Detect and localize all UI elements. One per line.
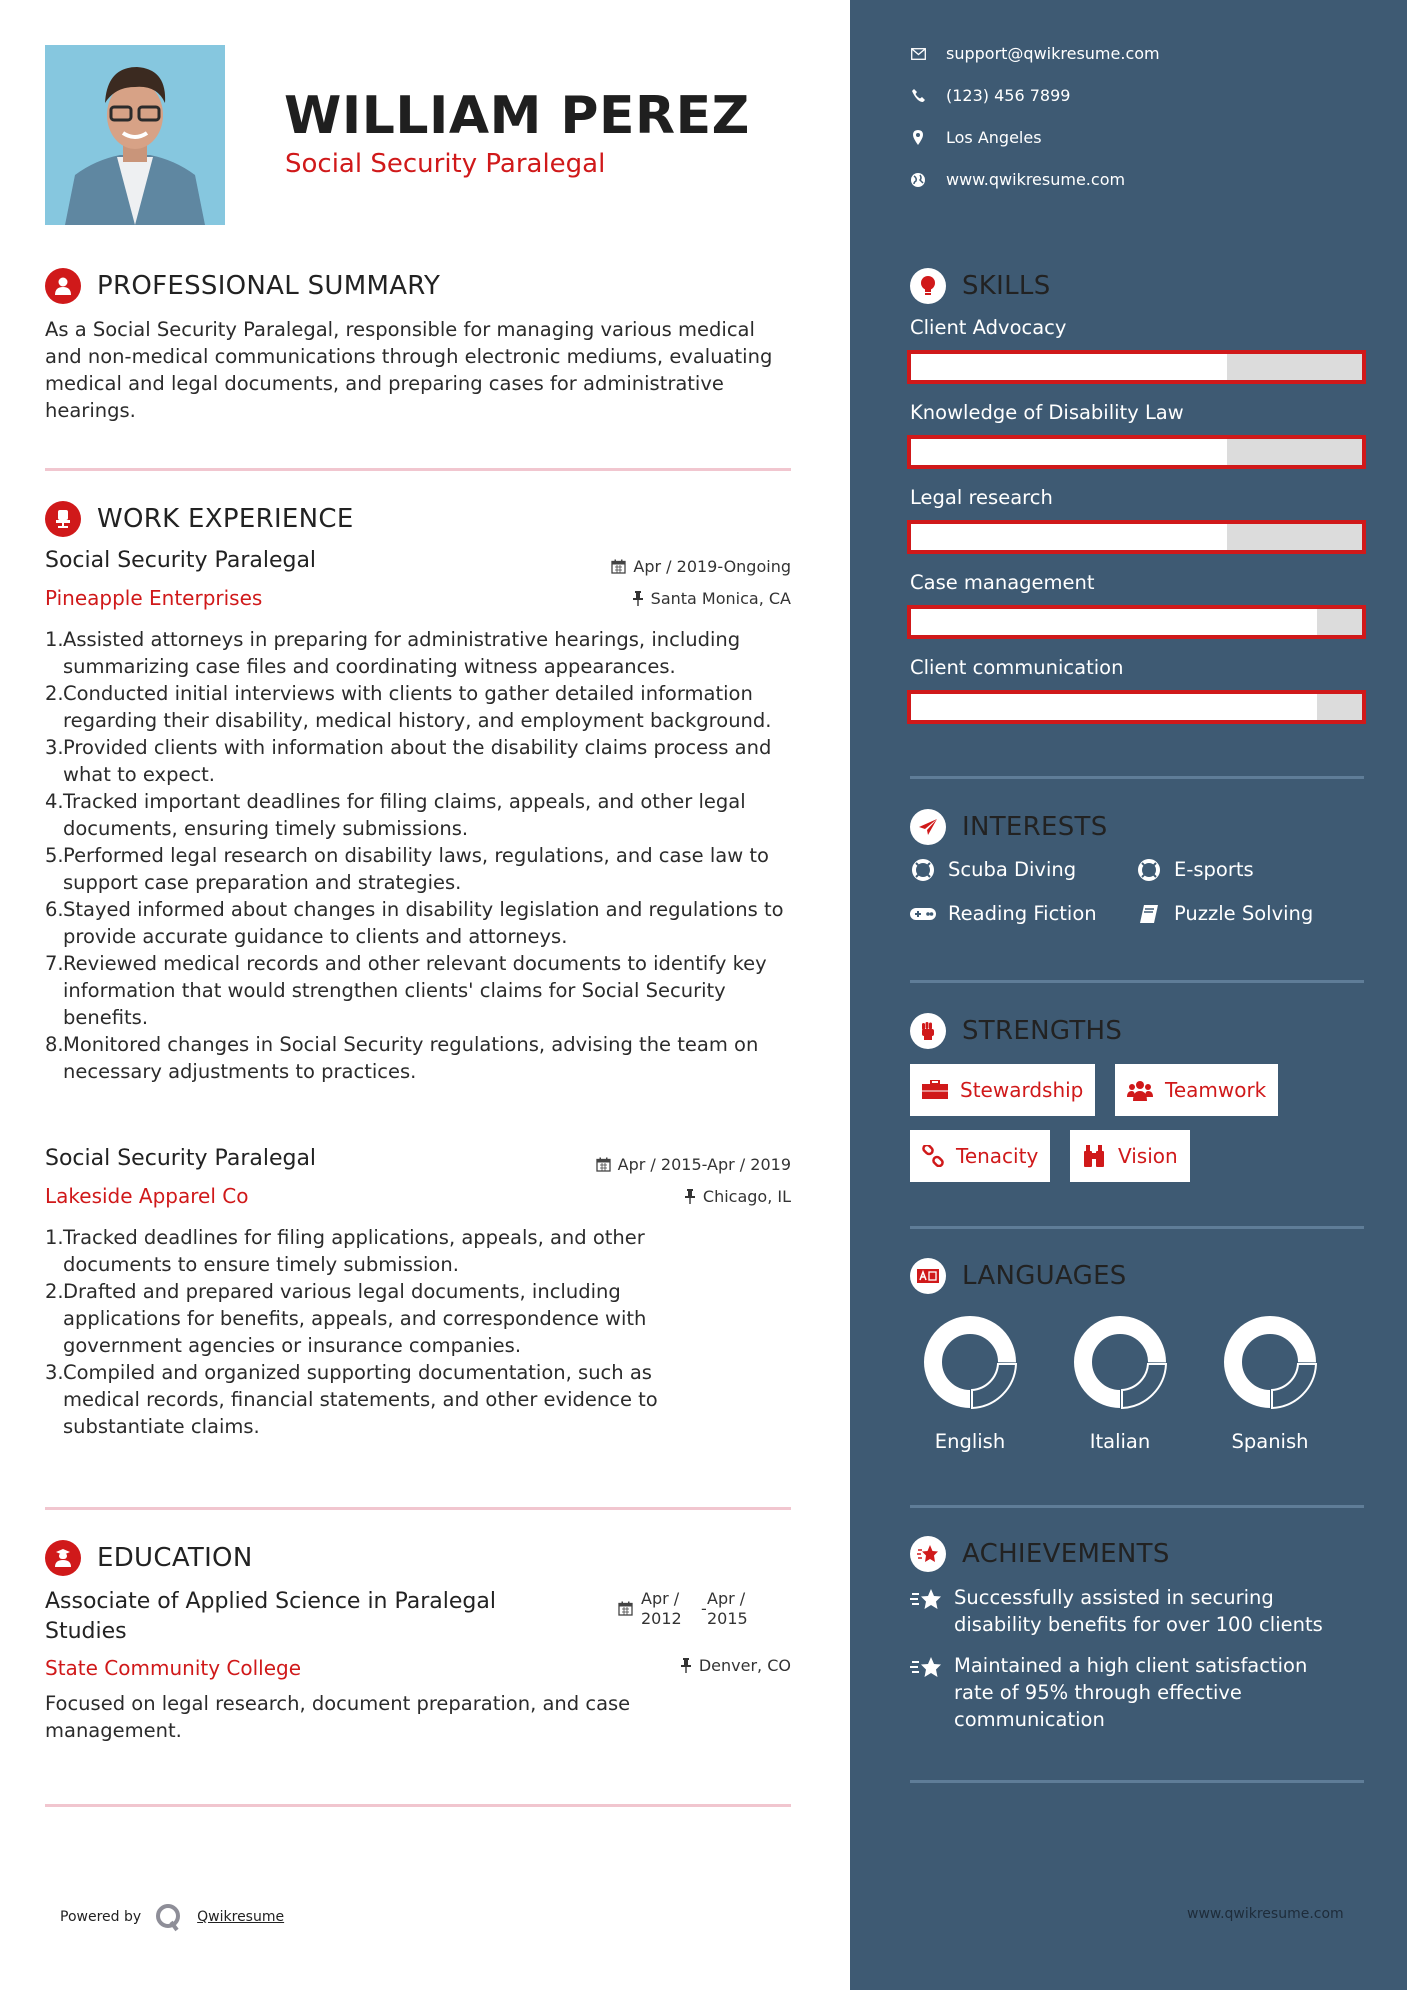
skill-bar-fill [911,524,1227,550]
skill-bar [907,435,1366,469]
achievement-item: Successfully assisted in securing disability benefits for over 100 clients [910,1584,1350,1638]
education-dates: Apr / 2012 - Apr / 2015 [618,1589,748,1629]
job-title: Social Security Paralegal [45,548,317,573]
languages-heading: LANGUAGES [910,1258,1127,1294]
briefcase-icon [922,1080,948,1100]
job-dates: Apr / 2019-Ongoing [611,557,791,576]
job-location: Santa Monica, CA [632,589,791,608]
degree-title: Associate of Applied Science in Paralegal Studies [45,1589,496,1644]
gamepad-icon [910,903,936,925]
list-item: 7. Reviewed medical records and other relevant documents to identify key information that would strengthen clients' claims for Social Security benefits. [45,952,767,1029]
achievement-item: Maintained a high client satisfaction rate of 95% through effective communication [910,1652,1350,1733]
education-location: Denver, CO [680,1656,791,1675]
candidate-title: Social Security Paralegal [285,149,606,179]
job-bullets [45,1224,725,1440]
skill-label: Knowledge of Disability Law [910,401,1184,424]
list-item: 3. Provided clients with information about the disability claims process and what to expect. [45,736,772,786]
skill-bar-fill [911,354,1227,380]
interest-item: E-sports [1136,858,1254,881]
footer-website[interactable]: www.qwikresume.com [1187,1906,1344,1922]
list-item: 1. Assisted attorneys in preparing for administrative hearings, including summarizing case files and coordinating witness appearances. [45,628,741,678]
experience-heading: WORK EXPERIENCE [45,501,354,537]
list-item: 2. Drafted and prepared various legal documents, including applications for benefits, appeals, and correspondence with government agencies or insurance companies. [45,1280,647,1357]
list-item: 3. Compiled and organized supporting documentation, such as medical records, financial statements, and other evidence to substantiate claims. [45,1361,658,1438]
job-company: Lakeside Apparel Co [45,1184,249,1208]
school-name: State Community College [45,1656,302,1680]
user-icon [45,268,81,304]
language-english: English [915,1312,1025,1453]
section-divider [910,980,1364,983]
contact-phone[interactable]: (123) 456 7899 [910,86,1070,105]
interest-item: Scuba Diving [910,858,1076,881]
lightbulb-icon [910,268,946,304]
life-ring-icon [910,859,936,881]
interests-heading: INTERESTS [910,809,1108,845]
job-title: Social Security Paralegal [45,1146,317,1171]
summary-text: As a Social Security Paralegal, responsible for managing various medical and non-medical communications through electronic mediums, evaluating medical and legal documents, and preparing cases for administrative hearings. [45,318,773,422]
list-item: 2. Conducted initial interviews with clients to gather detailed information regarding their disability, medical history, and employment background. [45,682,772,732]
profile-photo [45,45,225,225]
candidate-name: WILLIAM PEREZ [284,86,750,146]
link-icon [922,1145,944,1167]
education-description: Focused on legal research, document preparation, and case management. [45,1692,631,1742]
qwikresume-link[interactable]: Qwikresume [197,1909,285,1925]
language-ring-chart [920,1312,1020,1412]
list-item: 5. Performed legal research on disability laws, regulations, and case law to support case preparation and strategies. [45,844,769,894]
powered-by: Powered by Qwikresume [60,1902,284,1932]
globe-icon [910,172,926,188]
contact-email[interactable]: support@qwikresume.com [910,44,1160,63]
achievements-heading: ACHIEVEMENTS [910,1536,1170,1572]
skill-bar [907,350,1366,384]
skill-label: Client communication [910,656,1124,679]
skill-bar-fill [911,439,1227,465]
list-item: 8. Monitored changes in Social Security regulations, advising the team on necessary adjustments to practices. [45,1033,759,1083]
job-company: Pineapple Enterprises [45,586,263,610]
pushpin-icon [680,1658,692,1673]
users-icon [1127,1079,1153,1101]
skill-bar [907,520,1366,554]
section-divider [910,1505,1364,1508]
chair-icon [45,501,81,537]
interest-item: Reading Fiction [910,902,1097,925]
section-divider [45,468,791,471]
person-photo-icon [45,45,225,225]
fist-icon [910,1013,946,1049]
graduate-icon [45,1540,81,1576]
skill-bar [907,690,1366,724]
language-ring-chart [1070,1312,1170,1412]
list-item: 1. Tracked deadlines for filing applications, appeals, and other documents to ensure timely submission. [45,1226,645,1276]
skill-bar-fill [911,609,1317,635]
star-icon [910,1536,946,1572]
skill-bar-fill [911,694,1317,720]
job-bullets [45,626,805,1085]
list-item: 4. Tracked important deadlines for filing claims, appeals, and other legal documents, ensuring timely submissions. [45,790,746,840]
section-divider [45,1804,791,1807]
summary-heading: PROFESSIONAL SUMMARY [45,268,440,304]
phone-icon [910,88,926,104]
binoculars-icon [1082,1145,1106,1167]
strength-chip: Vision [1070,1130,1190,1182]
interest-item: Puzzle Solving [1136,902,1313,925]
skills-heading: SKILLS [910,268,1051,304]
map-marker-icon [910,130,926,146]
language-ring-chart [1220,1312,1320,1412]
job-location: Chicago, IL [684,1187,791,1206]
section-divider [910,1226,1364,1229]
life-ring-icon [1136,859,1162,881]
calendar-icon [611,559,626,574]
job-dates: Apr / 2015-Apr / 2019 [596,1155,791,1174]
section-divider [910,1780,1364,1783]
paper-plane-icon [910,809,946,845]
book-icon [1136,903,1162,925]
contact-location: Los Angeles [910,128,1042,147]
calendar-icon [618,1601,633,1616]
education-heading: EDUCATION [45,1540,253,1576]
language-italian: Italian [1065,1312,1175,1453]
pushpin-icon [684,1189,696,1204]
section-divider [45,1507,791,1510]
list-item: 6. Stayed informed about changes in disability legislation and regulations to provide accurate guidance to clients and attorneys. [45,898,784,948]
calendar-icon [596,1157,611,1172]
skill-bar [907,605,1366,639]
qwikresume-logo-icon [155,1902,183,1932]
strength-chip: Stewardship [910,1064,1095,1116]
language-spanish: Spanish [1215,1312,1325,1453]
envelope-icon [910,46,926,62]
pushpin-icon [632,591,644,606]
contact-website[interactable]: www.qwikresume.com [910,170,1125,189]
shooting-star-icon [910,1652,944,1733]
section-divider [910,776,1364,779]
shooting-star-icon [910,1584,944,1638]
skill-label: Case management [910,571,1095,594]
skill-label: Client Advocacy [910,316,1067,339]
translate-icon [910,1258,946,1294]
skill-label: Legal research [910,486,1053,509]
strength-chip: Teamwork [1115,1064,1278,1116]
strength-chip: Tenacity [910,1130,1050,1182]
strengths-heading: STRENGTHS [910,1013,1122,1049]
